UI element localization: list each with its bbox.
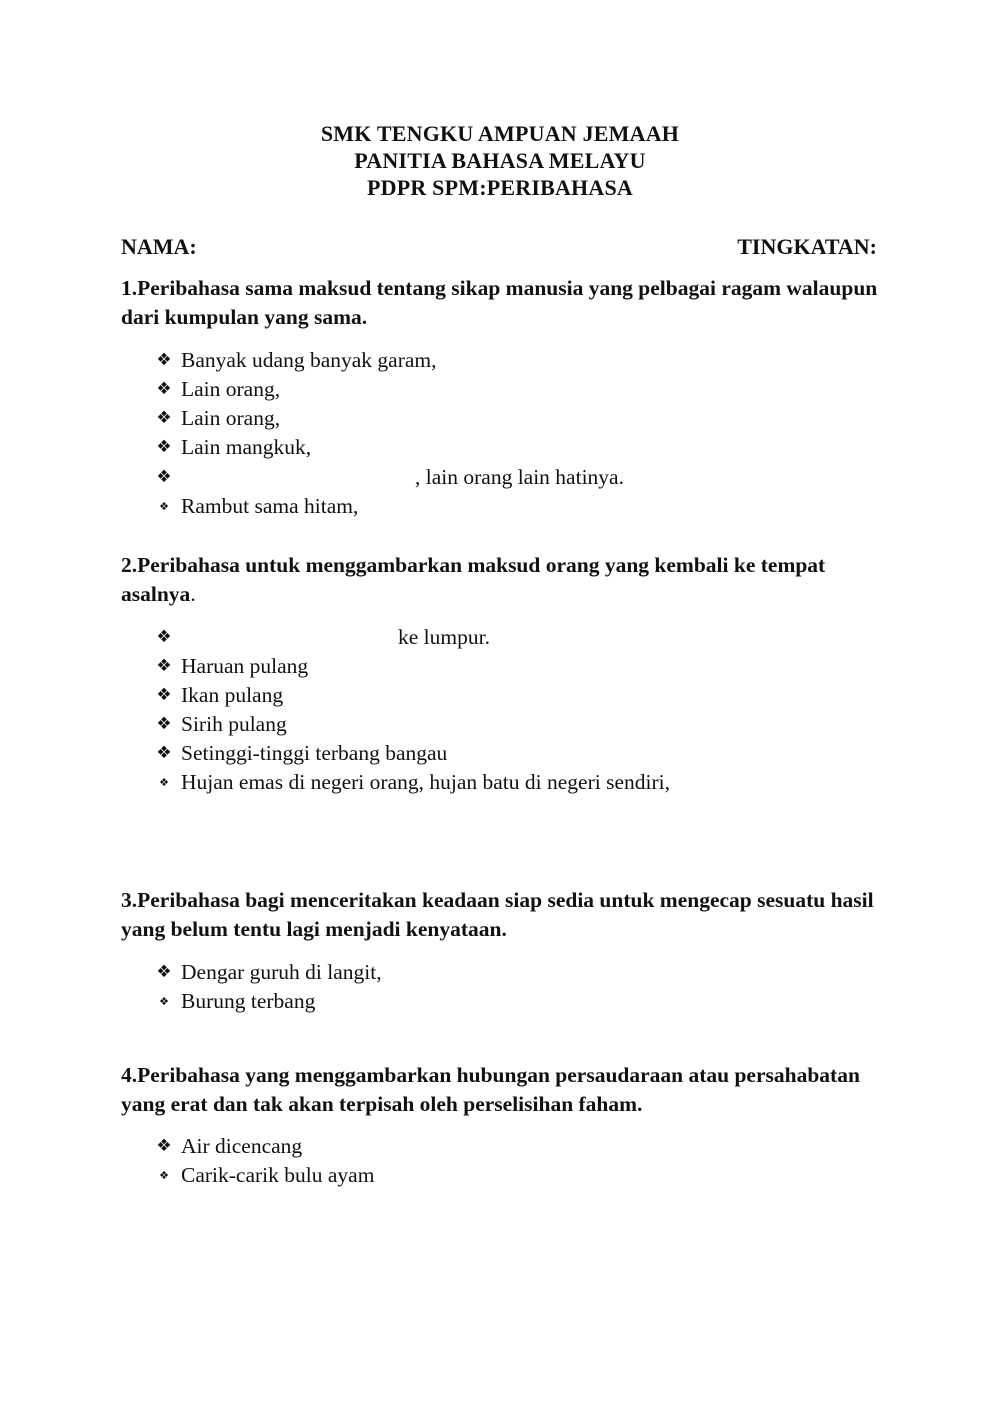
diamond-bullet-icon: ❖ [156,656,172,676]
item-text: Rambut sama hitam, [181,494,359,518]
item-text: Dengar guruh di langit, [181,960,382,984]
diamond-bullet-icon: ❖ [156,437,172,457]
item-text: ke lumpur. [398,625,490,649]
diamond-bullet-icon: ❖ [156,1136,172,1156]
item-text: Lain orang, [181,377,281,401]
diamond-bullet-icon: ❖ [156,627,172,647]
panel-name: PANITIA BAHASA MELAYU [354,148,646,173]
item-text: Air dicencang [181,1134,303,1158]
diamond-bullet-icon: ❖ [156,467,172,487]
item-text: Banyak udang banyak garam, [181,348,437,372]
question-2-tail: . [190,582,196,606]
item-text: Haruan pulang [181,654,309,678]
form-label: TINGKATAN: [737,234,877,259]
question-1: 1.Peribahasa sama maksud tentang sikap manusia yang pelbagai ragam walaupun dari kumpulan yang sama. [121,276,878,329]
item-text: Setinggi-tinggi terbang bangau [181,741,448,765]
diamond-bullet-icon: ❖ [156,408,172,428]
item-text: Burung terbang [181,989,316,1013]
item-text: Ikan pulang [181,683,284,707]
school-name: SMK TENGKU AMPUAN JEMAAH [320,121,680,146]
diamond-bullet-icon: ❖ [156,350,172,370]
diamond-bullet-icon: ❖ [156,379,172,399]
diamond-bullet-icon: ❖ [156,685,172,705]
item-text: Lain orang, [181,406,281,430]
item-text: Carik-carik bulu ayam [181,1163,375,1187]
question-4: 4.Peribahasa yang menggambarkan hubungan persaudaraan atau persahabatan yang erat dan tak akan terpisah oleh perselisihan faham. [121,1063,860,1116]
item-text: Lain mangkuk, [181,435,312,459]
name-label: NAMA: [121,234,197,259]
worksheet-topic: PDPR SPM:PERIBAHASA [367,175,633,200]
diamond-bullet-icon: ❖ [156,962,172,982]
question-2 [121,551,881,609]
diamond-bullet-icon: ❖ [159,995,169,1008]
diamond-bullet-icon: ❖ [156,714,172,734]
item-text: Sirih pulang [181,712,287,736]
diamond-bullet-icon: ❖ [159,500,169,513]
question-2-text: 2.Peribahasa untuk menggambarkan maksud orang yang kembali ke tempat asalnya [121,553,826,606]
diamond-bullet-icon: ❖ [159,776,169,789]
diamond-bullet-icon: ❖ [159,1169,169,1182]
question-3: 3.Peribahasa bagi menceritakan keadaan siap sedia untuk mengecap sesuatu hasil yang belum tentu lagi menjadi kenyataan. [121,888,874,941]
diamond-bullet-icon: ❖ [156,743,172,763]
item-text: Hujan emas di negeri orang, hujan batu di negeri sendiri, [181,770,670,794]
item-text: , lain orang lain hatinya. [415,465,624,489]
